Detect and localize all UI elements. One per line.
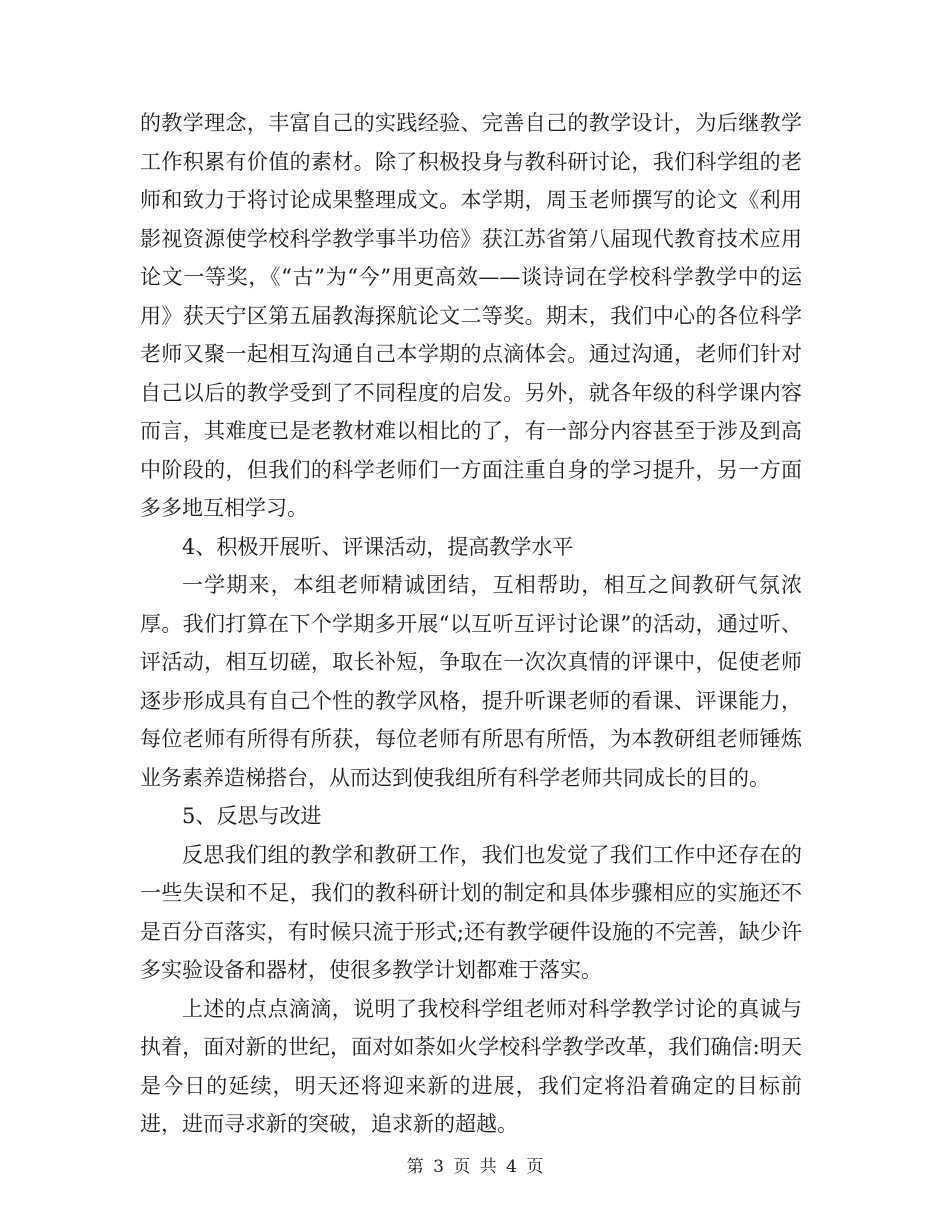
paragraph-conclusion: 上述的点点滴滴，说明了我校科学组老师对科学教学讨论的真诚与执着，面对新的世纪，面对如荼如火学校科学教学改革，我们确信:明天是今日的延续，明天还将迎来新的进展，我们定将沿着确定的目标前进，进而寻求新的突破，追求新的超越。 (140, 996, 802, 1136)
section-heading-4: 4、积极开展听、评课活动，提高教学水平 (182, 534, 574, 559)
paragraph-reflection: 反思我们组的教学和教研工作，我们也发觉了我们工作中还存在的一些失误和不足，我们的教科研计划的制定和具体步骤相应的实施还不是百分百落实，有时候只流于形式;还有教学硬件设施的不完善，缺少许多实验设备和器材，使很多教学计划都难于落实。 (140, 842, 802, 982)
document-body (140, 104, 802, 1144)
page-footer: 第 3 页 共 4 页 (406, 1157, 544, 1177)
paragraph-listening-evaluation: 一学期来，本组老师精诚团结，互相帮助，相互之间教研气氛浓厚。我们打算在下个学期多开展“以互听互评讨论课”的活动，通过听、评活动，相互切磋，取长补短，争取在一次次真情的评课中，促使老师逐步形成具有自己个性的教学风格，提升听课老师的看课、评课能力，每位老师有所得有所获，每位老师有所思有所悟，为本教研组老师锤炼业务素养造梯搭台，从而达到使我组所有科学老师共同成长的目的。 (140, 573, 802, 790)
section-heading-5: 5、反思与改进 (182, 804, 322, 828)
paragraph-continuation: 的教学理念，丰富自己的实践经验、完善自己的教学设计，为后继教学工作积累有价值的素材。除了积极投身与教科研讨论，我们科学组的老师和致力于将讨论成果整理成文。本学期，周玉老师撰写的论文《利用影视资源使学校科学教学事半功倍》获江苏省第八届现代教育技术应用论文一等奖，《“古”为“今”用更高效——谈诗词在学校科学教学中的运用》获天宁区第五届教海探航论文二等奖。期末，我们中心的各位科学老师又聚一起相互沟通自己本学期的点滴体会。通过沟通，老师们针对自己以后的教学受到了不同程度的启发。另外，就各年级的科学课内容而言，其难度已是老教材难以相比的了，有一部分内容甚至于涉及到高中阶段的，但我们的科学老师们一方面注重自身的学习提升，另一方面多多地互相学习。 (140, 111, 802, 520)
